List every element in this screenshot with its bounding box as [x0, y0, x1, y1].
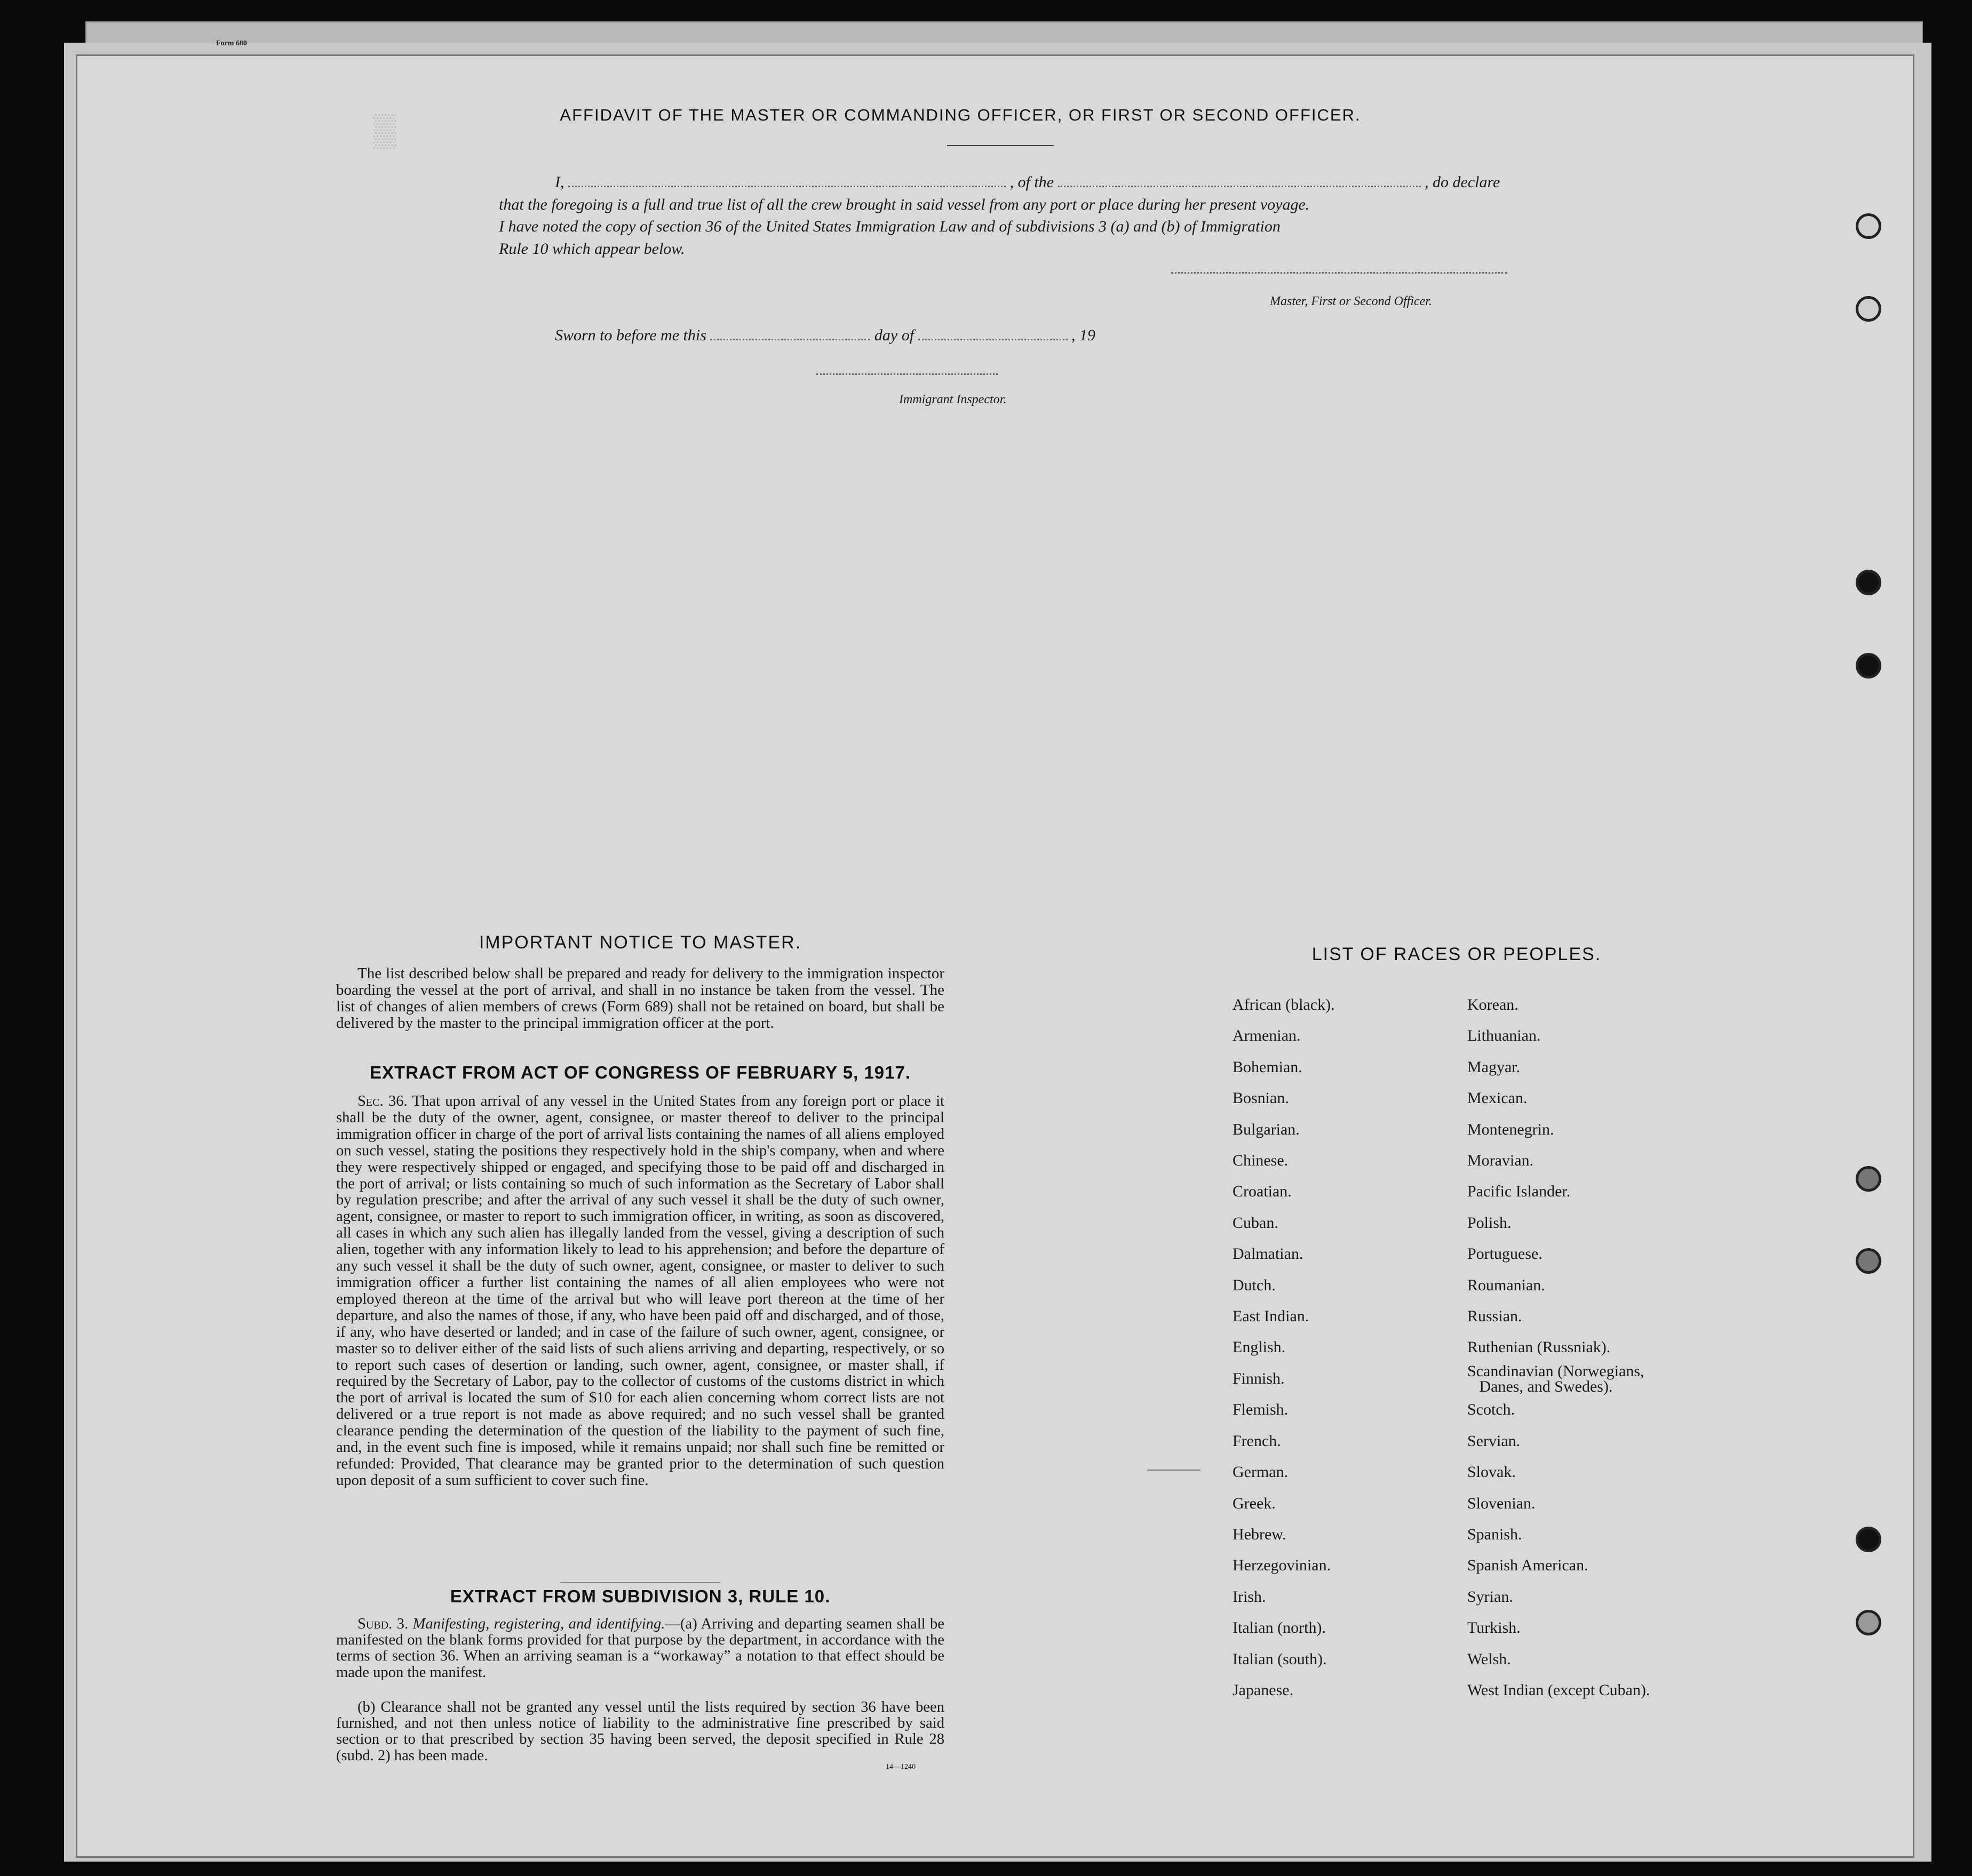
inspector-label: Immigrant Inspector. — [899, 393, 1007, 406]
binder-hole — [1856, 213, 1881, 239]
sworn-month-field[interactable] — [918, 339, 1068, 340]
declaration-body-2: that the foregoing is a full and true list of all the crew brought in said vessel from any port or place during her present voyage. — [499, 196, 1310, 213]
race-item: Polish. — [1467, 1214, 1512, 1232]
divider — [947, 145, 1054, 146]
sworn-day-of: day of — [874, 326, 915, 344]
divider — [560, 1582, 720, 1583]
sworn-line — [555, 326, 1095, 345]
bleed-through: ▒ — [373, 113, 401, 148]
race-item: West Indian (except Cuban). — [1467, 1681, 1650, 1699]
race-item: Armenian. — [1232, 1027, 1301, 1045]
race-item: Slovenian. — [1467, 1494, 1536, 1512]
sworn-label: Sworn to before me this — [555, 326, 706, 344]
race-item: Bosnian. — [1232, 1089, 1289, 1107]
race-item: Welsh. — [1467, 1650, 1511, 1668]
declaration-body-4: Rule 10 which appear below. — [499, 240, 685, 258]
divider — [1147, 1470, 1200, 1471]
race-item: Bohemian. — [1232, 1058, 1302, 1076]
race-item: Pacific Islander. — [1467, 1183, 1571, 1201]
race-item: French. — [1232, 1432, 1281, 1450]
rule-extract-text-b: (b) Clearance shall not be granted any vessel until the lists required by section 36 have been furnished, and not then unless notice of liability to the administrative fine prescribed by said section or to that prescribed by section 35 having been served, the deposit specified in Rule 28 (subd. 2) has been made. — [336, 1699, 944, 1764]
act-extract-text — [336, 1093, 944, 1489]
section-label: Sec. 36. — [357, 1093, 408, 1109]
race-item: Cuban. — [1232, 1214, 1278, 1232]
race-item: Ruthenian (Russniak). — [1467, 1338, 1611, 1356]
race-item: Dutch. — [1232, 1276, 1276, 1294]
races-column-2 — [1467, 989, 1650, 1706]
race-item: Hebrew. — [1232, 1525, 1286, 1543]
race-item: Magyar. — [1467, 1058, 1521, 1076]
affidavit-title: AFFIDAVIT OF THE MASTER OR COMMANDING OFFICER, OR FIRST OR SECOND OFFICER. — [560, 106, 1361, 124]
race-item: Turkish. — [1467, 1619, 1521, 1637]
declaration-i: I, — [555, 173, 564, 191]
master-name-field[interactable] — [568, 186, 1006, 187]
race-item: Scotch. — [1467, 1401, 1515, 1419]
race-item: Montenegrin. — [1467, 1120, 1554, 1138]
race-item: Flemish. — [1232, 1401, 1289, 1419]
master-signature-label: Master, First or Second Officer. — [1270, 294, 1432, 308]
races-column-1 — [1232, 989, 1335, 1706]
race-item: German. — [1232, 1463, 1289, 1481]
print-code: 14—1240 — [886, 1763, 916, 1771]
declaration-line — [555, 173, 1510, 191]
race-item: Chinese. — [1232, 1152, 1289, 1170]
race-item: Syrian. — [1467, 1587, 1513, 1606]
race-item: Italian (north). — [1232, 1619, 1326, 1637]
subd-label: Subd. 3. — [357, 1616, 409, 1632]
races-title: LIST OF RACES OR PEOPLES. — [1311, 944, 1602, 964]
race-item: English. — [1232, 1338, 1286, 1356]
race-item: Slovak. — [1467, 1463, 1516, 1481]
binder-hole — [1856, 1610, 1881, 1635]
binder-hole — [1856, 1248, 1881, 1274]
race-item: African (black). — [1232, 996, 1335, 1013]
race-item: Dalmatian. — [1232, 1245, 1303, 1263]
race-item: Japanese. — [1232, 1681, 1294, 1699]
rule-extract-text-a — [336, 1616, 944, 1681]
sworn-year: , 19 — [1071, 326, 1096, 344]
notice-title: IMPORTANT NOTICE TO MASTER. — [479, 932, 802, 953]
vessel-name-field[interactable] — [1058, 186, 1421, 187]
inspector-signature-field[interactable] — [816, 373, 998, 375]
race-item: Lithuanian. — [1467, 1027, 1541, 1045]
master-signature-field[interactable] — [1171, 272, 1507, 274]
binder-hole — [1856, 1527, 1881, 1552]
declaration-body-3: I have noted the copy of section 36 of the United States Immigration Law and of subdivisions 3 (a) and (b) of Immigration — [499, 218, 1281, 235]
form-number: Form 680 — [216, 39, 247, 47]
notice-text: The list described below shall be prepared and ready for delivery to the immigration inspector boarding the vessel at the port of arrival, and shall in no instance be taken from the vessel. The list of changes of alien members of crews (Form 689) shall not be retained on board, but shall be delivered by the master to the principal immigration officer at the port. — [336, 965, 944, 1032]
binder-hole — [1856, 570, 1881, 595]
rule-extract-title: EXTRACT FROM SUBDIVISION 3, RULE 10. — [450, 1586, 831, 1606]
binder-hole — [1856, 653, 1881, 678]
declaration-do-declare: , do declare — [1425, 173, 1500, 191]
race-item: Bulgarian. — [1232, 1120, 1300, 1138]
race-item: Portuguese. — [1467, 1245, 1542, 1263]
binder-hole — [1856, 296, 1881, 322]
race-item: Irish. — [1232, 1587, 1266, 1606]
race-item: Roumanian. — [1467, 1276, 1545, 1294]
race-item: Spanish. — [1467, 1525, 1522, 1543]
race-item: Croatian. — [1232, 1183, 1292, 1201]
race-item: Mexican. — [1467, 1089, 1528, 1107]
section-text: That upon arrival of any vessel in the United States from any foreign port or place it shall be the duty of the owner, agent, consignee, or master thereof to deliver to the principal immigration officer in charge of the port of arrival lists containing the names of all aliens employed on such vessel, stating the positions they respectively hold in the ship's company, when and where they were respectively shipped or engaged, and specifying those to be paid off and discharged in the port of arrival; or lists containing so much of such information as the Secretary of Labor shall by regulation prescribe; and after the arrival of any such vessel it shall be the duty of such owner, agent, consignee, or master to report to such immigration officer, in writing, as soon as discovered, all cases in which any such alien has illegally landed from the vessel, giving a description of such alien, together with any information likely to lead to his apprehension; and before the departure of any such vessel it shall be the duty of such owner, agent, consignee, or master to deliver to such immigration officer a further list containing the names of all alien employees who were not employed thereon at the time of the arrival but who will leave port thereon at the time of her departure, and also the names of those, if any, who have been paid off and discharged, and of those, if any, who have deserted or landed; and in case of the failure of such owner, agent, consignee, or master so to deliver either of the said lists of such aliens arriving and departing, respectively, or so to report such cases of desertion or landing, such owner, agent, consignee, or master shall, if required by the Secretary of Labor, pay to the collector of customs of the customs district in which the port of arrival is located the sum of $10 for each alien concerning whom correct lists are not delivered or a true report is not made as above required; and no such vessel shall be granted clearance pending the determination of the question of the liability to the payment of such fine, and, in the event such fine is imposed, while it remains unpaid; nor shall such fine be remitted or refunded: Provided, That clearance may be granted prior to the determination of such question upon deposit of a sum sufficient to cover such fine. — [336, 1093, 945, 1489]
race-item: Italian (south). — [1232, 1650, 1327, 1668]
race-item: East Indian. — [1232, 1307, 1309, 1326]
race-item: Finnish. — [1232, 1369, 1285, 1387]
act-extract-title: EXTRACT FROM ACT OF CONGRESS OF FEBRUARY 5, 1917. — [369, 1063, 911, 1082]
race-item: Servian. — [1467, 1432, 1521, 1450]
subd-text-a: —(a) Arriving and departing seamen shall be manifested on the blank forms provided for that purpose by the department, in accordance with the terms of section 36. When an arriving seaman is a “workaway” a notation to that effect should be made upon the manifest. — [336, 1616, 944, 1681]
race-item: Spanish American. — [1467, 1556, 1588, 1575]
race-item: Scandinavian (Norwegians, Danes, and Swedes). — [1467, 1362, 1644, 1396]
declaration-of-the: , of the — [1009, 173, 1054, 191]
sworn-day-field[interactable] — [710, 339, 870, 340]
race-item: Moravian. — [1467, 1152, 1534, 1170]
subd-heading: Manifesting, registering, and identifying. — [412, 1616, 665, 1632]
race-item: Korean. — [1467, 996, 1518, 1013]
binder-hole — [1856, 1166, 1881, 1192]
race-item: Herzegovinian. — [1232, 1556, 1331, 1575]
race-item: Greek. — [1232, 1494, 1276, 1512]
race-item: Russian. — [1467, 1307, 1522, 1326]
